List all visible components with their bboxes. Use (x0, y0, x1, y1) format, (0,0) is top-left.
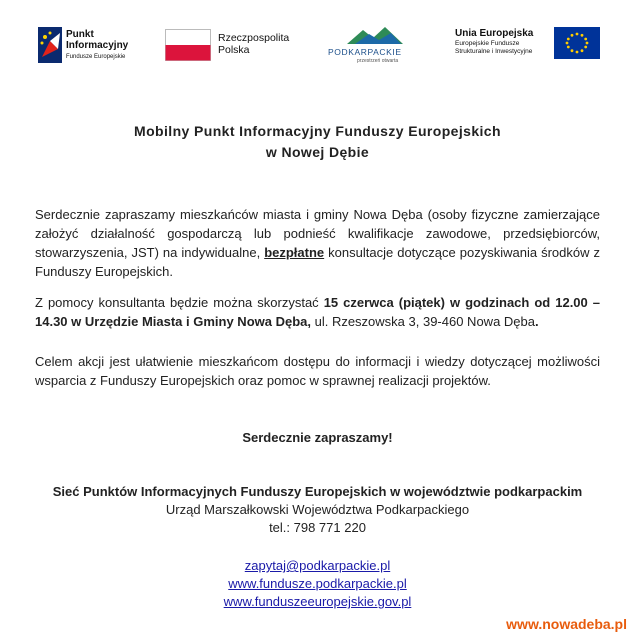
ue-logo-line2: Europejskie Fundusze (455, 40, 520, 47)
unia-europejska-logo (455, 22, 600, 68)
podkarpackie-name: PODKARPACKIE (328, 47, 402, 57)
rzeczpospolita-polska-logo (165, 22, 290, 68)
fundusze-podkarpackie-link[interactable]: www.fundusze.podkarpackie.pl (228, 576, 407, 591)
podkarpackie-tagline: przestrzeń otwarta (357, 58, 399, 64)
para2-text-start: Z pomocy konsultanta będzie można skorzystać (35, 295, 324, 310)
watermark: www.nowadeba.pl (506, 616, 627, 632)
goal-paragraph: Celem akcji jest ułatwienie mieszkańcom dostępu do informacji i wiedzy dotyczącej możliwości wsparcia z Funduszy Europejskich oraz pomoc w sprawnej realizacji projektów. (35, 354, 600, 388)
punkt-informacyjny-logo (38, 22, 148, 68)
invite-text: Serdecznie zapraszamy! (242, 430, 393, 445)
network-name: Sieć Punktów Informacyjnych Funduszy Europejskich w województwie podkarpackim (52, 484, 583, 499)
phone-number: tel.: 798 771 220 (269, 520, 366, 535)
punkt-logo-line2: Informacyjny (66, 40, 129, 51)
title-line1: Mobilny Punkt Informacyjny Funduszy Europejskich (134, 123, 501, 139)
schedule-paragraph (35, 293, 600, 331)
date-time-location: 15 czerwca (piątek) w godzinach od 12.00 – 14.30 w Urzędzie Miasta i Gminy Nowa Dęba, (35, 295, 600, 329)
podkarpackie-mountains-icon (345, 24, 405, 46)
para1-text-end: konsultacje dotyczące pozyskiwania środków z Funduszy Europejskich. (35, 245, 600, 279)
polska-logo-line2: Polska (218, 44, 250, 56)
invitation-paragraph (35, 205, 600, 281)
punkt-logo-line1: Punkt (66, 29, 94, 40)
ue-logo-line1: Unia Europejska (455, 28, 534, 39)
polish-flag-icon (165, 29, 211, 61)
polska-logo-line1: Rzeczpospolita (218, 32, 290, 44)
free-emphasis: bezpłatne (264, 245, 325, 260)
email-line (0, 556, 635, 575)
podkarpackie-logo (325, 22, 425, 68)
eu-flag-icon (554, 27, 600, 59)
address: ul. Rzeszowska 3, 39-460 Nowa Dęba (310, 314, 535, 329)
title-line2: w Nowej Dębie (265, 144, 370, 160)
ue-logo-line3: Strukturalne i Inwestycyjne (455, 48, 533, 55)
logo-bar (0, 22, 635, 68)
punkt-logo-line3: Fundusze Europejskie (66, 54, 126, 60)
office-name: Urząd Marszałkowski Województwa Podkarpackiego (165, 502, 470, 517)
email-link[interactable]: zapytaj@podkarpackie.pl (244, 558, 391, 573)
site1-line (0, 574, 635, 593)
para2-end: . (535, 314, 539, 329)
para1-text-start: Serdecznie zapraszamy mieszkańców miasta i gminy Nowa Dęba (osoby fizyczne zamierzające założyć działalność gospodarczą lub podnieść kwalifikacje zawodowe, przedsiębiorców, stowarzyszenia, JST) na indywidualne, (35, 207, 600, 260)
site2-line (0, 592, 635, 611)
document-title (0, 121, 635, 163)
funduszeeuropejskie-link[interactable]: www.funduszeeuropejskie.gov.pl (223, 594, 412, 609)
fundusze-europejskie-icon (38, 27, 62, 63)
